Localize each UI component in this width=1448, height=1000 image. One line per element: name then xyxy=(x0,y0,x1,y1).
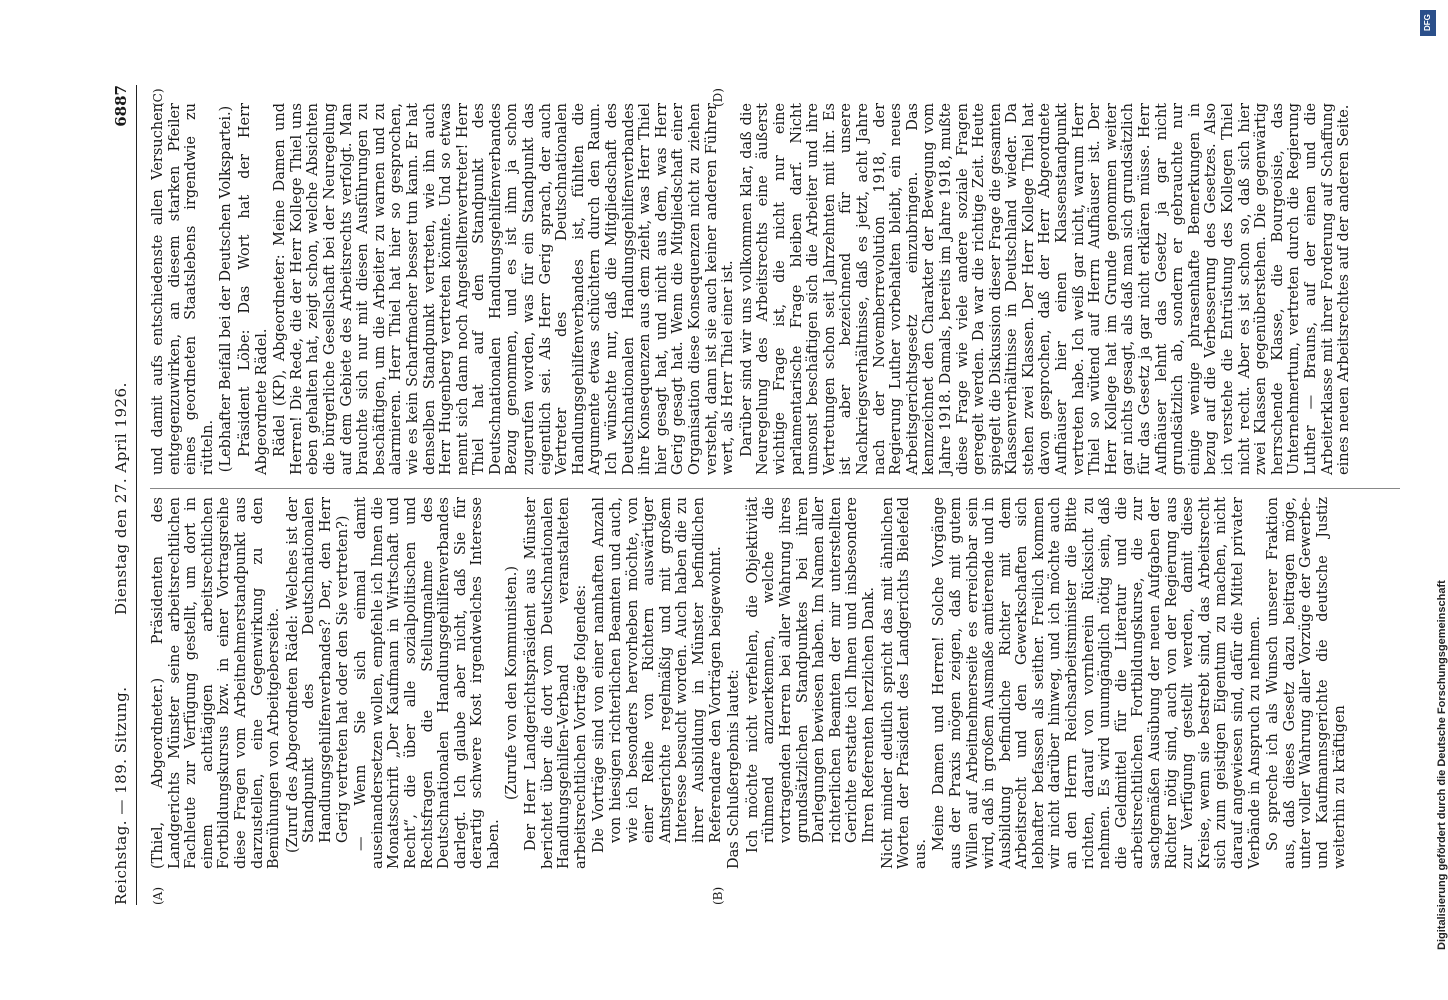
left-column xyxy=(150,497,1350,869)
quotation: Ich möchte nicht verfehlen, die Objektivität rühmend anzuerkennen, welche die vortragenden Herren bei aller Wahrung ihres grundsätzlichen Standpunktes bei ihren Darlegungen bewiesen haben. Im Namen aller richterlichen Beamten der mir unterstellten Gerichte erstatte ich Ihnen und insbesondere Ihren Referenten herzlichen Dank. xyxy=(744,497,877,853)
paragraph: Meine Damen und Herren! Solche Vorgänge aus der Praxis mögen zeigen, daß mit gutem Willen auf Arbeitnehmerseite es erreichbar sein wird, daß in großem Ausmaße amtierende und in Ausbildung befindliche Richter mit dem Arbeitsrecht und den Gewerkschaften sich lebhafter befassen als seither. Freilich kommen wir nicht darüber hinweg, und ich möchte auch an den Herrn Reichsarbeitsminister die Bitte richten, darauf von vornherein Rücksicht zu nehmen. Es wird unumgänglich nötig sein, daß die Geldmittel für die Literatur und die arbeitsrechtlichen Fortbildungskurse, die zur sachgemäßen Ausübung der neuen Aufgaben der Richter nötig sind, auch von der Regierung aus zur Verfügung gestellt werden, damit diese Kreise, wenn sie bestrebt sind, das Arbeitsrecht sich zum geistigen Eigentum zu machen, nicht darauf angewiesen sind, dafür die Mittel privater Verbände in Anspruch zu nehmen. xyxy=(931,497,1263,869)
column-divider xyxy=(150,488,1400,489)
margin-marker-b: (B) xyxy=(711,886,725,905)
paragraph: Der Herr Landgerichtspräsident aus Münster berichtet über die dort vom Deutschnationalen Handlungsgehilfen-Verband veranstalteten arbeitsrechtlichen Vorträge folgendes: xyxy=(523,497,589,869)
paragraph: Darüber sind wir uns vollkommen klar, daß die Neuregelung des Arbeitsrechts eine äußerst wichtige Frage ist, die nicht nur eine parlamentarische Frage bleiben darf. Nicht umsonst beschäftigen sich die Arbeiter und ihre Vertretungen schon seit Jahrzehnten mit ihr. Es ist aber bezeichnend für unsere Nachkriegsverhältnisse, daß es jetzt, acht Jahre nach der Novemberrevolution 1918, der Regierung Luther vorbehalten bleibt, ein neues Arbeitsgerichtsgesetz einzubringen. Das kennzeichnet den Charakter der Bewegung vom Jahre 1918. Damals, bereits im Jahre 1918, mußte diese Frage wie viele andere soziale Fragen geregelt werden. Da war die richtige Zeit. Heute spiegelt die Diskussion dieser Frage die gesamten Klassenverhältnisse in Deutschland wieder. Da stehen zwei Klassen. Der Herr Kollege Thiel hat davon gesprochen, daß der Herr Abgeordnete Aufhäuser hier einen Klassenstandpunkt vertreten habe. Ich weiß gar nicht, warum Herr Thiel so wütend auf Herrn Aufhäuser ist. Der Herr Kollege hat im Grunde genommen weiter gar nichts gesagt, als daß man sich grundsätzlich für das Gesetz ja gar nicht erklären müsse. Herr Aufhäuser lehnt das Gesetz ja gar nicht grundsätzlich ab, sondern er gebrauchte nur einige wenige phrasenhafte Bemerkungen in bezug auf die Verbesserung des Gesetzes. Also ich verstehe die Entrüstung des Kollegen Thiel nicht recht. Aber es ist schon so, daß sich hier zwei Klassen gegenüberstehen. Die gegenwärtig herrschende Klasse, die Bourgeoisie, das Unternehmertum, vertreten durch die Regierung Luther — Brauns, auf der einen und die Arbeiterklasse mit ihrer Forderung auf Schaffung eines neuen Arbeitsrechtes auf der anderen Seite. xyxy=(738,103,1353,475)
margin-marker-c: (C) xyxy=(151,88,165,107)
interjection: (Zuruf des Abgeordneten Rädel: Welches ist der Standpunkt des Deutschnationalen Handlungsgehilfenverbandes? Der, den Herr Gerig vertreten hat oder den Sie vertreten?) xyxy=(284,497,351,853)
interjection: (Lebhafter Beifall bei der Deutschen Volkspartei.) xyxy=(218,105,235,473)
page-header xyxy=(110,85,137,905)
interjection: (Zurufe von den Kommunisten.) xyxy=(504,565,521,801)
quotation: Die Vorträge sind von einer namhaften Anzahl von hiesigen richterlichen Beamten und auch, wie ich besonders hervorheben möchte, von einer Reihe von Richtern auswärtiger Amtsgerichte regelmäßig und mit großem Interesse besucht worden. Auch haben die zu ihrer Ausbildung in Münster befindlichen Referendare den Vorträgen beigewohnt. xyxy=(591,497,724,853)
margin-marker-d: (D) xyxy=(711,88,725,107)
protocol-page xyxy=(110,85,1410,905)
page-number: 6887 xyxy=(112,85,130,127)
margin-marker-a: (A) xyxy=(151,886,165,905)
paragraph: Nicht minder deutlich spricht das mit ähnlichen Worten der Präsident des Landgerichts Bielefeld aus. xyxy=(879,497,929,869)
header-date: Dienstag den 27. April 1926. xyxy=(112,382,130,615)
paragraph: und damit aufs entschiedenste allen Versuchen entgegenzuwirken, an diesem starken Pfeiler eines geordneten Staatslebens irgendwie zu rütteln. xyxy=(150,103,216,475)
paragraph: So spreche ich als Wunsch unserer Fraktion aus, daß dieses Gesetz dazu beitragen möge, unter voller Wahrung aller Vorzüge der Gewerbe- und Kaufmannsgerichte die deutsche Justiz weiterhin zu kräftigen xyxy=(1265,497,1348,869)
speaker-intro: Präsident Löbe: Das Wort hat der Herr Abgeordnete Rädel. xyxy=(236,103,270,475)
right-column xyxy=(150,103,1355,475)
paragraph: — Wenn Sie sich einmal damit auseinandersetzen wollen, empfehle ich Ihnen die Monatsschrift „Der Kaufmann in Wirtschaft und Recht“, die über alle sozialpolitischen und Rechtsfragen die Stellungnahme des Deutschnationalen Handlungsgehilfenverbandes darlegt. Ich glaube aber nicht, daß Sie für derartig schwere Kost irgendwelches Interesse haben. xyxy=(353,497,502,869)
paragraph: Rädel (KP), Abgeordneter: Meine Damen und Herren! Die Rede, die der Herr Kollege Thiel uns eben gehalten hat, zeigt schon, welche Absichten die bürgerliche Gesellschaft bei der Neuregelung auf dem Gebiete des Arbeitsrechts verfolgt. Man brauchte sich nur mit diesen Ausführungen zu beschäftigen, um die Arbeiter zu warnen und zu alarmieren. Herr Thiel hat hier so gesprochen, wie es kein Scharfmacher besser tun kann. Er hat denselben Standpunkt vertreten, wie ihn auch Herr Hugenberg vertreten könnte. Und so etwas nennt sich dann noch Angestelltenvertreter! Herr Thiel hat auf den Standpunkt des Deutschnationalen Handlungsgehilfenverbandes Bezug genommen, und es ist ihm ja schon zugerufen worden, was für ein Standpunkt das eigentlich sei. Als Herr Gerig sprach, der auch Vertreter des Deutschnationalen Handlungsgehilfenverbandes ist, fühlten die Argumente etwas schüchtern durch den Raum. Ich wünschte nur, daß die Mitgliedschaft des Deutschnationalen Handlungsgehilfenverbandes ihre Konsequenzen aus dem zieht, was Herr Thiel hier gesagt hat, und nicht aus dem, was Herr Gerig gesagt hat. Wenn die Mitgliedschaft einer Organisation diese Konsequenzen nicht zu ziehen versteht, dann ist sie auch keiner anderen Führer wert, als Herr Thiel einer ist. xyxy=(272,103,737,475)
funding-note: Digitalisierung gefördert durch die Deutsche Forschungsgemeinschaft xyxy=(1436,580,1448,950)
paragraph: (Thiel, Abgeordneter.) Präsidenten des Landgerichts Münster seine arbeitsrechtlichen Fachleute zur Verfügung gestellt, um dort in einem achttägigen arbeitsrechtlichen Fortbildungskursus bzw. in einer Vortragsreihe diese Fragen vom Arbeitnehmerstandpunkt aus darzustellen, eine Gegenwirkung zu den Bemühungen von Arbeitgeberseite. xyxy=(150,497,283,869)
dfg-logo: DFG xyxy=(1420,10,1436,36)
header-session: Reichstag. — 189. Sitzung. xyxy=(112,686,130,905)
paragraph: Das Schlußergebnis lautet: xyxy=(726,669,743,869)
funding-sidebar xyxy=(1418,10,1448,995)
